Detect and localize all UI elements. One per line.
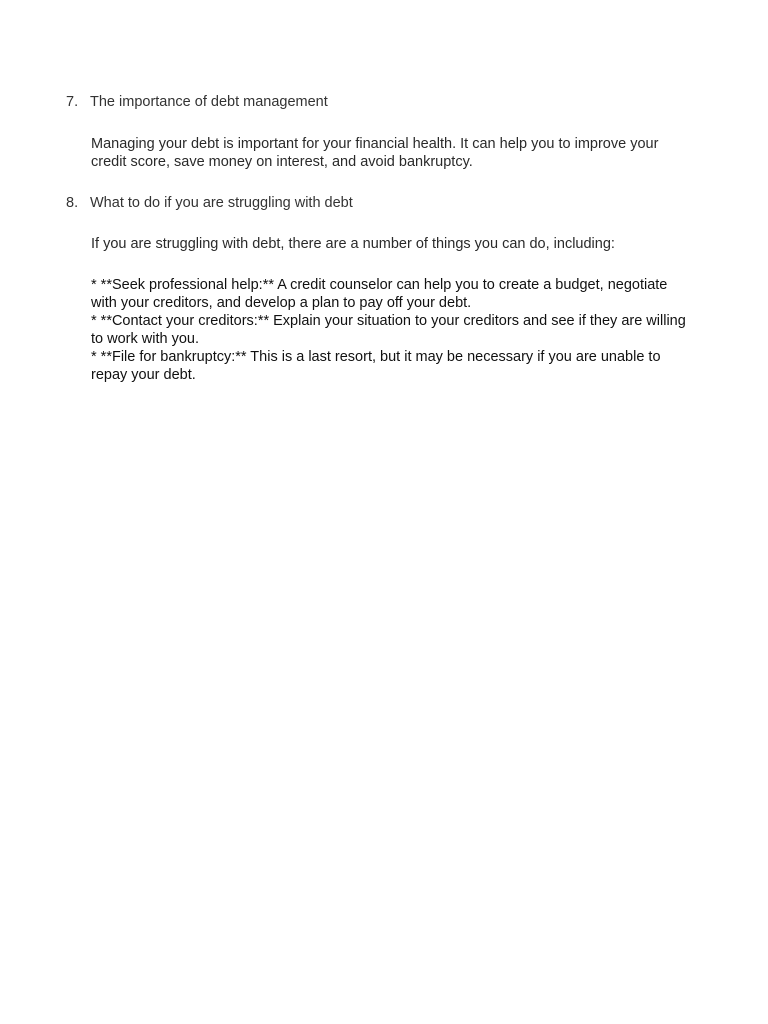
section-8-heading — [66, 194, 686, 212]
section-8-number: 8. — [66, 195, 79, 211]
section-7-number: 7. — [66, 94, 79, 110]
section-7-heading — [66, 93, 686, 111]
section-7-title: The importance of debt management — [90, 94, 328, 110]
section-7-paragraph: Managing your debt is important for your financial health. It can help you to improve your credit score, save money on interest, and avoid bankruptcy. — [91, 136, 659, 170]
bullet-file-bankruptcy: * **File for bankruptcy:** This is a last resort, but it may be necessary if you are unable to repay your debt. — [91, 349, 661, 383]
section-8-bullet-list — [91, 276, 691, 384]
bullet-contact-creditors: * **Contact your creditors:** Explain your situation to your creditors and see if they are willing to work with you. — [91, 313, 686, 347]
bullet-seek-professional-help: * **Seek professional help:** A credit counselor can help you to create a budget, negotiate with your creditors, and develop a plan to pay off your debt. — [91, 277, 668, 311]
section-8-title: What to do if you are struggling with debt — [90, 195, 353, 211]
section-8-paragraph: If you are struggling with debt, there are a number of things you can do, including: — [91, 236, 615, 252]
